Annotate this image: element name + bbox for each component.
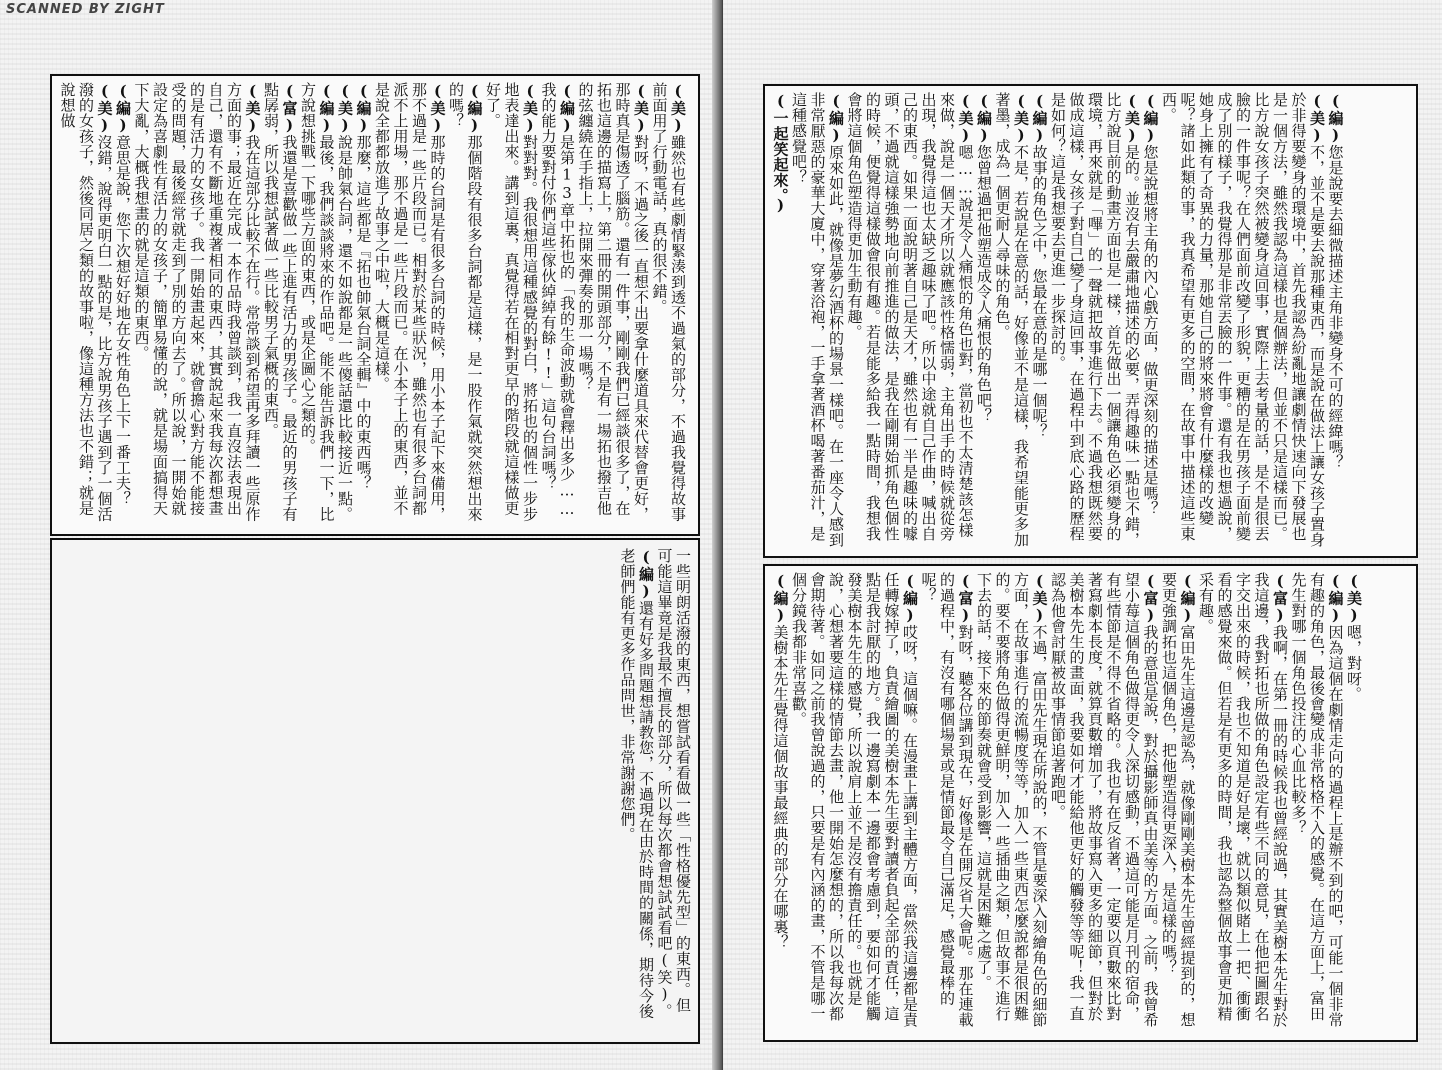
- speaker-label: (富): [1271, 572, 1289, 625]
- dialogue-paragraph: [790, 92, 846, 550]
- left-top-text: [58, 82, 687, 528]
- dialogue-paragraph: [845, 92, 975, 550]
- speaker-label: (編): [637, 548, 655, 601]
- speaker-label: (美): [1030, 572, 1049, 625]
- dialogue-paragraph: [373, 82, 447, 528]
- dialogue-text: 故事的角色之中，您最在意的是哪一個呢？: [1030, 144, 1049, 439]
- dialogue-text: 一些明朗活潑的東西，想嘗試看看做一些「性格優先型」的東西。但可能這畢竟是我最不擅長的部分，所以每次都會想試試看吧(笑)。: [655, 548, 692, 1019]
- dialogue-paragraph: [447, 82, 484, 528]
- dialogue-paragraph: [993, 92, 1030, 550]
- speaker-label: (美): [632, 82, 650, 135]
- dialogue-paragraph: [132, 82, 262, 528]
- dialogue-paragraph: [114, 82, 133, 528]
- dialogue-paragraph: [576, 82, 650, 528]
- speaker-label: (編): [354, 82, 373, 135]
- right-page: [723, 0, 1442, 1070]
- right-bottom-text-panel: [763, 564, 1418, 1042]
- dialogue-paragraph: [975, 92, 994, 550]
- dialogue-paragraph: [1160, 572, 1197, 1034]
- dialogue-paragraph: [354, 82, 373, 528]
- dialogue-text: 您曾想過把他塑造成令人痛恨的角色吧？: [975, 144, 993, 424]
- speaker-label: (編): [1178, 572, 1197, 625]
- dialogue-text: 那個階段有很多台詞都是這樣，是一股作氣就突然想出來的嗎？: [447, 82, 484, 522]
- dialogue-text: 對呀，聽各位講到現在，好像是在開反省大會呢。那在連載的過程中，有沒有哪個場景或是情節最令自己滿足，感覺最棒的呢？: [919, 572, 975, 1028]
- dialogue-text: 我啊，在第一冊的時候我也曾經說過，其實美樹本先生對於我這邊，我對拓也所做的角色設定有些不同的意見，在他把圖跟名字交出來的時候，我也不知道是好是壞，就以類似賭上一把、衝衝看的感覺來做。但若是有更多的時間，我也認為整個故事會更加精采有趣。: [1197, 572, 1289, 1028]
- speaker-label: (美): [1308, 92, 1326, 145]
- dialogue-text: 我還是喜歡做一些上進有活力的男孩子。最近的男孩子有點孱弱，所以我想試著做一些比較男子氣概的東西。: [262, 82, 299, 522]
- dialogue-text: 是第13章中拓也的「我的生命波動就會釋出多少……我的能力要對付你們這些傢伙綽綽有餘!!」這句台詞嗎？: [539, 82, 576, 519]
- speaker-label: (一起笑起來。): [771, 92, 790, 215]
- speaker-label: (美): [1012, 92, 1030, 145]
- right-top-text-panel: [763, 84, 1418, 558]
- dialogue-paragraph: [650, 82, 687, 528]
- left-bottom-panel: [50, 538, 700, 1044]
- dialogue-text: 因為這個在劇情走向的過程上是辦不到的吧，可能一個非常有趣的角色，最後會變成非常格格不入的感覺。在這方面上，富田先生對哪一個角色投注的心血比較多？: [1289, 572, 1345, 1028]
- dialogue-paragraph: [299, 82, 336, 528]
- speaker-label: (富): [1141, 572, 1160, 625]
- dialogue-text: 我的意思是說，對於攝影師真由美等的方面。之前，我曾希望小莓這個角色做得更令人深切感動，不過這可能是月刊的宿命，有些情節是不得不省略的。我也有在反省著，一定要以頁數來比對著寫劇本長度，就算頁數增加了，將故事寫入更多的細節，但對於美樹本先生的畫面，我要如何才能給他更好的觸發等等呢！我一直認為他會討厭被故事情節追著跑吧。: [1049, 572, 1160, 1028]
- dialogue-paragraph: [1049, 92, 1142, 550]
- speaker-label: (編): [558, 82, 576, 135]
- speaker-label: (編): [771, 572, 790, 625]
- left-page: [0, 0, 719, 1070]
- dialogue-paragraph: [58, 82, 114, 528]
- dialogue-text: 原來如此，就像是夢幻酒杯的場景一樣吧。在一座令人感到非常厭惡的豪華大廈中，穿著浴袍，一手拿著酒杯喝著番茄汁，是這種感覺吧？: [790, 92, 845, 548]
- dialogue-paragraph: [1160, 92, 1327, 550]
- dialogue-paragraph: [1289, 572, 1345, 1034]
- dialogue-paragraph: [484, 82, 540, 528]
- speaker-label: (美): [243, 82, 262, 135]
- speaker-label: (美): [1123, 92, 1141, 145]
- left-top-text-panel: [50, 74, 700, 536]
- speaker-label: (美): [521, 82, 539, 135]
- dialogue-text: 富田先生這邊是認為，就像剛剛美樹本先生曾經提到的，想要更強調拓也這個角色，把他塑造得更深入，是這樣的嗎？: [1160, 572, 1197, 1028]
- dialogue-text: 我在這部分比較不在行。常常談到希望再多拜讀一些原作方面的事；最近在完成一本作品時我曾談到，我一直沒法表現出自己，還有不斷地重複著相同的東西，其實說起來我每次都想畫的是有活力的女孩子。我一開始畫起來，就會擔心對方能不能接受的問題，最後經常就走到了別的方向去了。所以說，一開始就設定為喜劇性有活力的女孩子，簡單易懂的說，就是場面搞得天下大亂，大概我想畫的就是這類的東西。: [132, 82, 262, 522]
- dialogue-text: 哎呀，這個嘛。在漫畫上講到主體方面，當然我這邊都是責任轉嫁掉了，負責繪圖的美樹本先生要對讀者負起全部的責任，這點是我討厭的地方。我一邊寫劇本一邊都會考慮到，要如何才能觸發美樹本先生的感覺，所以說肩上並不是沒有擔責任的。也就是說，心想著要這樣的情節去畫，他一開始怎麼想的，所以我每次都會期待著。如同之前我曾說過的，只要是有內涵的畫，不管是哪一個分鏡我都非常喜歡。: [790, 572, 919, 1028]
- dialogue-paragraph: [771, 572, 790, 1034]
- dialogue-paragraph: [790, 572, 920, 1034]
- speaker-label: (富): [956, 572, 975, 625]
- dialogue-paragraph: [1197, 572, 1290, 1034]
- dialogue-paragraph: [1326, 92, 1345, 550]
- dialogue-text: 嗯，對呀。: [1345, 624, 1363, 702]
- dialogue-paragraph: [975, 572, 1049, 1034]
- speaker-label: (美): [336, 82, 354, 135]
- dialogue-text: 最後，我們談談將來的作品吧。能不能告訴我們一下，比方說想挑戰一下哪些方面的東西，或是企圖心之類的。: [299, 82, 336, 522]
- dialogue-paragraph: [618, 548, 655, 1028]
- speaker-label: (編): [827, 92, 845, 145]
- speaker-label: (編): [901, 572, 919, 625]
- dialogue-text: 嗯……說是令人痛恨的角色也對，當初也不太清楚該怎樣來做，說是一個天才所以就應該性格懦弱，主角出手的時候就從旁出現，我覺得這也太缺乏趣味了吧。所以中途就自己作曲，喊出自己的東西。如果一面說明著自己是天才，雖然也有一半是趣味的噱頭，不過就這樣強勢地向前推進的做法，是我在剛開始抓角色個性的時候，便覺得這樣做會很有趣。若是能多給我一點時間，我想我會將這個角色塑造得更加生動有趣。: [845, 92, 975, 542]
- speaker-label: (美): [956, 92, 975, 145]
- dialogue-text: 您是說要去細微描述主角非變身不可的經緯嗎？: [1326, 144, 1345, 470]
- dialogue-paragraph: [1049, 572, 1160, 1034]
- dialogue-text: 還有好多問題想請教您，不過現在由於時間的關係，期待今後老師們能有更多作品問世，非常謝謝您們。: [618, 548, 655, 1019]
- dialogue-paragraph: [1345, 572, 1364, 1034]
- dialogue-text: 不過，富田先生現在所說的，不管是要深入刻繪角色的細節方面，在故事進行的流暢度等等，加入一些東西怎麼說都是很困難的。要不要將角色做得更鮮明，加入一些插曲之類，但故事不進行下去的話，接下來的節奏就會受到影響，這就是困難之處了。: [975, 572, 1049, 1028]
- dialogue-text: 您是說想將主角的內心戲方面，做更深刻的描述是嗎？: [1141, 144, 1160, 517]
- dialogue-paragraph: [655, 548, 692, 1028]
- dialogue-text: 是的。並沒有去嚴肅地描述的必要，弄得趣味一點也不錯，比方說目前的動畫方面也是一樣，首先做出一個讓角色必須變身的環境，再來就是「嗶」的一聲就把故事進行下去。不過我想既然要做成這樣，女孩子對自己變了身這回事，在過程中到底心路的歷程是如何？這是我想要去更進一步探討的。: [1049, 92, 1141, 548]
- dialogue-text: 意思是說，您下次想好好地在女性角色上下一番工夫？: [114, 134, 132, 507]
- dialogue-text: 沒錯，說得更明白一點的是，比方說男孩子遇到了一個活潑的女孩子，然後同居之類的故事啦，像這種方法也不錯；就是說想做: [58, 82, 114, 522]
- right-top-text: [771, 92, 1345, 550]
- left-bottom-text: [582, 548, 692, 1028]
- speaker-label: (美): [1345, 572, 1363, 625]
- dialogue-paragraph: [1141, 92, 1160, 550]
- speaker-label: (美): [428, 82, 447, 135]
- speaker-label: (美): [669, 82, 687, 135]
- right-bottom-text: [771, 572, 1363, 1034]
- speaker-label: (編): [975, 92, 993, 145]
- speaker-label: (編): [114, 82, 132, 135]
- dialogue-text: 美樹本先生覺得這個故事最經典的部分在哪裏？: [771, 624, 790, 950]
- dialogue-paragraph: [336, 82, 355, 528]
- dialogue-text: 說是帥氣台詞，還不如說都是一些傻話還比較接近一點。: [336, 134, 354, 522]
- scan-credit: SCANNED BY ZIGHT: [6, 2, 165, 17]
- speaker-label: (美): [95, 82, 114, 135]
- dialogue-text: 那麼，這些都是『拓也帥氣台詞全輯』中的東西嗎？: [354, 134, 373, 491]
- speaker-label: (編): [1326, 572, 1345, 625]
- speaker-label: (編): [465, 82, 484, 135]
- speaker-label: (富): [280, 82, 299, 135]
- dialogue-text: 不是，若說是在意的話，好像並不是這樣，我希望能更多加著墨，成為一個更耐人尋味的角色。: [993, 92, 1030, 548]
- speaker-label: (編): [1030, 92, 1049, 145]
- dialogue-paragraph: [1030, 92, 1049, 550]
- dialogue-text: 雖然也有些劇情緊湊到透不過氣的部分，不過我覺得故事前面用了行動電話，真的很不錯。: [650, 82, 687, 522]
- speaker-label: (編): [317, 82, 336, 135]
- dialogue-paragraph: [919, 572, 975, 1034]
- dialogue-text: 對呀，不過之後一直想不出要拿什麼道具來代替會更好，那時真是傷透了腦筋。還有一件事，剛剛我們已經談很多了，在拓也這邊的描寫上，第二冊的開頭部分，不是有一場拓也撥吉他的弦纏繞在手指上，拉開來彈奏的那一場嗎？: [576, 82, 650, 522]
- dialogue-text: 不，並不是要去說那種東西，而是說在做法上讓女孩子置身於非得要變身的環境中，首先我認為紛亂地讓劇情快速向下發展也是一個方法，雖然我認為這樣也是個辦法，但並不只是這樣而已。比方說女孩子突然被變身這回事，實際上去考量的話，是不是很丟臉的一件事呢？在人們面前改變了形貌，更糟的是在男孩子面前變成了別的樣子，我覺得那是非常丟臉的一件事。還有我也想過說，她身上擁有了奇異的力量，那她自己的將來將會有什麼樣的改變呢？諸如此類的事，我真希望有更多的空間，在故事中描述這些東西。: [1160, 92, 1326, 548]
- dialogue-paragraph: [262, 82, 299, 528]
- dialogue-text: 對對對。我很想用這種感覺的對白，將拓也的個性一步步地表達出來。講到這裏，真覺得若在相對更早的階段就這樣做更好了。: [484, 82, 539, 522]
- speaker-label: (編): [1141, 92, 1160, 145]
- speaker-label: (編): [1326, 92, 1345, 145]
- dialogue-paragraph: [771, 92, 790, 550]
- dialogue-text: 那時的台詞是有很多台詞的時候，用小本子記下來備用，那不過是一些片段而已。相對於某些狀況，雖然也有很多台詞都派不上用場，那不過是一些片段而已。在小本子上的東西，並不是說全都都放進了故事之中啦，大概是這樣。: [373, 82, 447, 522]
- dialogue-paragraph: [539, 82, 576, 528]
